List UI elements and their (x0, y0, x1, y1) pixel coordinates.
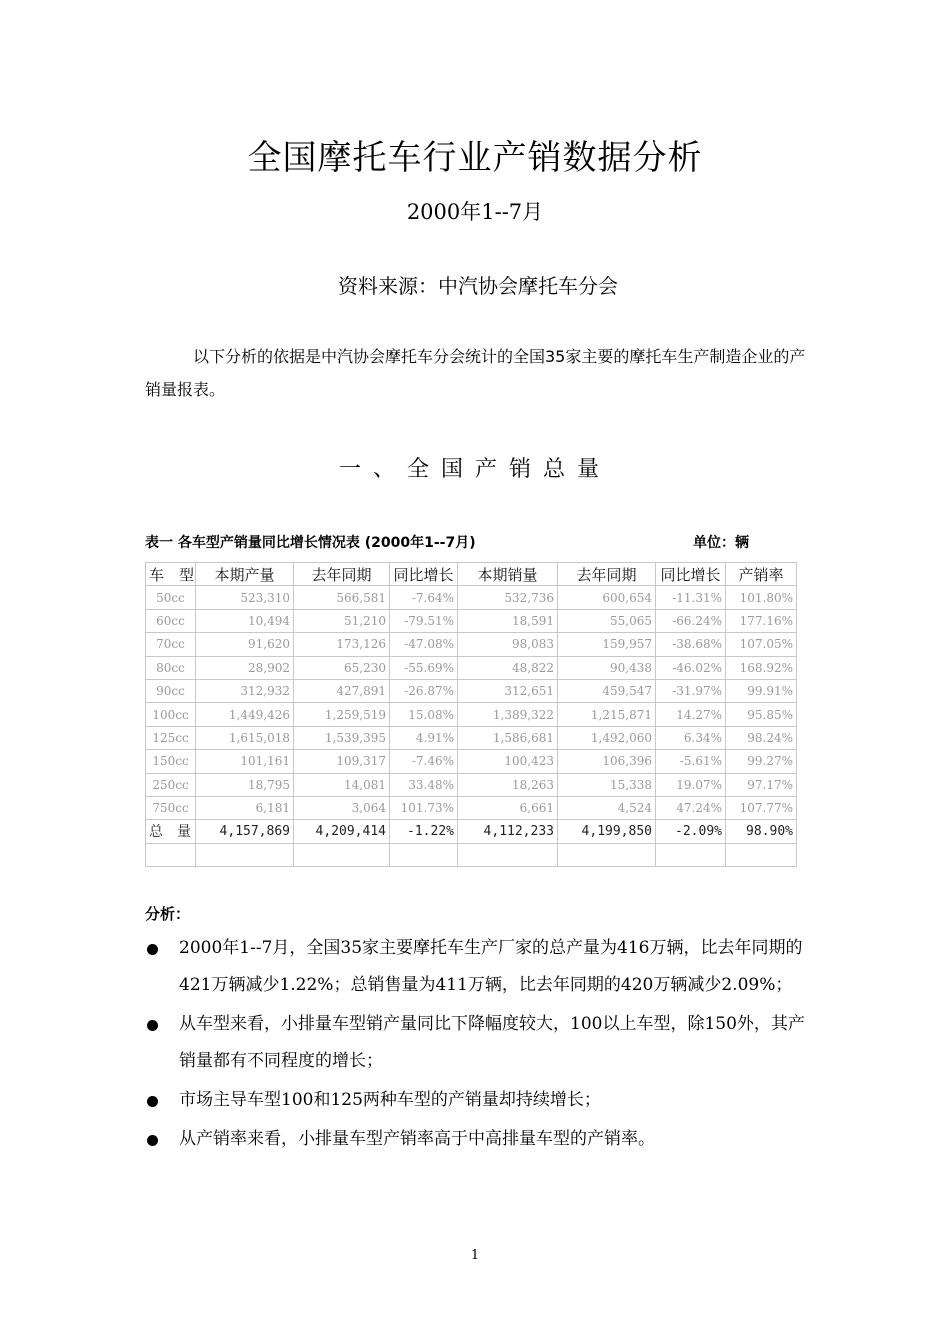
table-cell: 173,126 (294, 633, 390, 656)
table-cell: 6,661 (458, 796, 558, 819)
table-row (146, 656, 797, 679)
table-cell: -5.61% (656, 750, 726, 773)
list-item-text: 从车型来看，小排量车型销产量同比下降幅度较大，100以上车型，除150外，其产销量都有不同程度的增长； (179, 1014, 805, 1071)
table-cell: 14.27% (656, 703, 726, 726)
table-cell (656, 843, 726, 866)
table-cell: -79.51% (390, 609, 458, 632)
table-cell: 1,389,322 (458, 703, 558, 726)
table-cell: -2.09% (656, 820, 726, 843)
table-cell: -26.87% (390, 679, 458, 702)
page-title: 全国摩托车行业产销数据分析 (247, 138, 703, 178)
table-cell: 4,524 (558, 796, 656, 819)
table-cell: 1,215,871 (558, 703, 656, 726)
table-cell (146, 843, 196, 866)
table-cell (726, 843, 797, 866)
table-cell: 1,259,519 (294, 703, 390, 726)
section-heading: 一、全国产销总量 (338, 457, 611, 482)
table-cell: 312,651 (458, 679, 558, 702)
table-cell (294, 843, 390, 866)
header-cell: 同比增长 (390, 563, 458, 586)
bullet-dot-icon (147, 944, 158, 955)
table-cell: 1,492,060 (558, 726, 656, 749)
list-item (145, 1006, 817, 1080)
table-cell: 98.24% (726, 726, 797, 749)
table-cell: -55.69% (390, 656, 458, 679)
table-cell: 101.80% (726, 586, 797, 609)
vehicle-type-cell: 90cc (146, 679, 196, 702)
page-number: 1 (470, 1248, 480, 1263)
table-cell: 532,736 (458, 586, 558, 609)
table-cell: 19.07% (656, 773, 726, 796)
table-cell: 28,902 (196, 656, 294, 679)
vehicle-type-cell: 总 量 (146, 820, 196, 843)
table-body (146, 586, 797, 866)
table-row (146, 609, 797, 632)
table-cell: 177.16% (726, 609, 797, 632)
header-cell: 去年同期 (558, 563, 656, 586)
table-cell: 459,547 (558, 679, 656, 702)
analysis-label: 分析： (145, 905, 191, 923)
vehicle-type-cell: 125cc (146, 726, 196, 749)
table-cell: 18,795 (196, 773, 294, 796)
table-cell: 65,230 (294, 656, 390, 679)
table-cell: 97.17% (726, 773, 797, 796)
list-item-text: 从产销率来看，小排量车型产销率高于中高排量车型的产销率。 (179, 1129, 655, 1149)
table-cell: -11.31% (656, 586, 726, 609)
table-cell: 1,449,426 (196, 703, 294, 726)
table-caption-text: 表一 各车型产销量同比增长情况表 (2000年1--7月) (145, 535, 476, 551)
table-cell: 14,081 (294, 773, 390, 796)
bullet-dot-icon (147, 1096, 158, 1107)
table-empty-row (146, 843, 797, 866)
table-cell: 101.73% (390, 796, 458, 819)
table-cell: 1,586,681 (458, 726, 558, 749)
vehicle-type-cell: 100cc (146, 703, 196, 726)
header-cell: 去年同期 (294, 563, 390, 586)
table-cell: 4,199,850 (558, 820, 656, 843)
table-row (146, 679, 797, 702)
list-item (145, 1082, 817, 1119)
table-row (146, 633, 797, 656)
intro-paragraph: 以下分析的依据是中汽协会摩托车分会统计的全国35家主要的摩托车生产制造企业的产销量报表。 (145, 347, 806, 399)
table-cell: 90,438 (558, 656, 656, 679)
table-cell: 159,957 (558, 633, 656, 656)
table-cell: 523,310 (196, 586, 294, 609)
table-row (146, 773, 797, 796)
table-cell: 4,112,233 (458, 820, 558, 843)
table-row (146, 796, 797, 819)
header-cell: 本期销量 (458, 563, 558, 586)
list-item (145, 930, 817, 1004)
table-cell: 55,065 (558, 609, 656, 632)
table-cell (196, 843, 294, 866)
table-cell: 600,654 (558, 586, 656, 609)
vehicle-type-cell: 750cc (146, 796, 196, 819)
table-cell: 18,263 (458, 773, 558, 796)
table-cell: 95.85% (726, 703, 797, 726)
bullet-dot-icon (147, 1135, 158, 1146)
table-cell: 51,210 (294, 609, 390, 632)
table-unit: 单位：辆 (693, 535, 749, 551)
table-cell: -7.46% (390, 750, 458, 773)
table-cell: -1.22% (390, 820, 458, 843)
table-cell: 4.91% (390, 726, 458, 749)
table-cell: 91,620 (196, 633, 294, 656)
table-cell: 6.34% (656, 726, 726, 749)
sales-table (145, 562, 797, 867)
table-cell: 33.48% (390, 773, 458, 796)
table-cell: 98,083 (458, 633, 558, 656)
table-row (146, 703, 797, 726)
vehicle-type-cell: 70cc (146, 633, 196, 656)
vehicle-type-cell: 50cc (146, 586, 196, 609)
table-cell: 106,396 (558, 750, 656, 773)
list-item-text: 市场主导车型100和125两种车型的产销量却持续增长； (179, 1090, 601, 1110)
vehicle-type-cell: 150cc (146, 750, 196, 773)
header-cell: 同比增长 (656, 563, 726, 586)
table-cell: -38.68% (656, 633, 726, 656)
table-row (146, 750, 797, 773)
table-cell: -46.02% (656, 656, 726, 679)
table-cell: 98.90% (726, 820, 797, 843)
table-cell: 48,822 (458, 656, 558, 679)
table-cell: -47.08% (390, 633, 458, 656)
table-header-row (146, 563, 797, 586)
list-item-text: 2000年1--7月，全国35家主要摩托车生产厂家的总产量为416万辆，比去年同期的421万辆减少1.22%；总销售量为411万辆，比去年同期的420万辆减少2.09%； (179, 938, 803, 995)
table-caption (145, 532, 805, 552)
table-row (146, 586, 797, 609)
table-cell: 47.24% (656, 796, 726, 819)
table-cell (458, 843, 558, 866)
table-cell (390, 843, 458, 866)
table-cell (558, 843, 656, 866)
table-cell: 427,891 (294, 679, 390, 702)
table-total-row (146, 820, 797, 843)
vehicle-type-cell: 250cc (146, 773, 196, 796)
header-cell: 车 型 (146, 563, 196, 586)
header-cell: 本期产量 (196, 563, 294, 586)
table-cell: 168.92% (726, 656, 797, 679)
table-cell: 4,209,414 (294, 820, 390, 843)
table-cell: 1,615,018 (196, 726, 294, 749)
table-cell: 18,591 (458, 609, 558, 632)
table-cell: 3,064 (294, 796, 390, 819)
table-cell: 566,581 (294, 586, 390, 609)
table-cell: 109,317 (294, 750, 390, 773)
table-cell: 107.77% (726, 796, 797, 819)
table-cell: 6,181 (196, 796, 294, 819)
table-cell: 99.91% (726, 679, 797, 702)
table-cell: -66.24% (656, 609, 726, 632)
table-cell: 101,161 (196, 750, 294, 773)
list-item (145, 1121, 817, 1158)
table-cell: 312,932 (196, 679, 294, 702)
page-subtitle: 2000年1--7月 (406, 200, 544, 224)
source-line: 资料来源：中汽协会摩托车分会 (338, 274, 618, 298)
table-cell: -7.64% (390, 586, 458, 609)
table-cell: 1,539,395 (294, 726, 390, 749)
table-cell: 99.27% (726, 750, 797, 773)
table-row (146, 726, 797, 749)
table-cell: 4,157,869 (196, 820, 294, 843)
bullet-dot-icon (147, 1020, 158, 1031)
header-cell: 产销率 (726, 563, 797, 586)
vehicle-type-cell: 60cc (146, 609, 196, 632)
table-cell: 15.08% (390, 703, 458, 726)
analysis-list (145, 930, 817, 1160)
table-cell: 100,423 (458, 750, 558, 773)
table-cell: -31.97% (656, 679, 726, 702)
table-cell: 10,494 (196, 609, 294, 632)
table-cell: 15,338 (558, 773, 656, 796)
table-cell: 107.05% (726, 633, 797, 656)
vehicle-type-cell: 80cc (146, 656, 196, 679)
